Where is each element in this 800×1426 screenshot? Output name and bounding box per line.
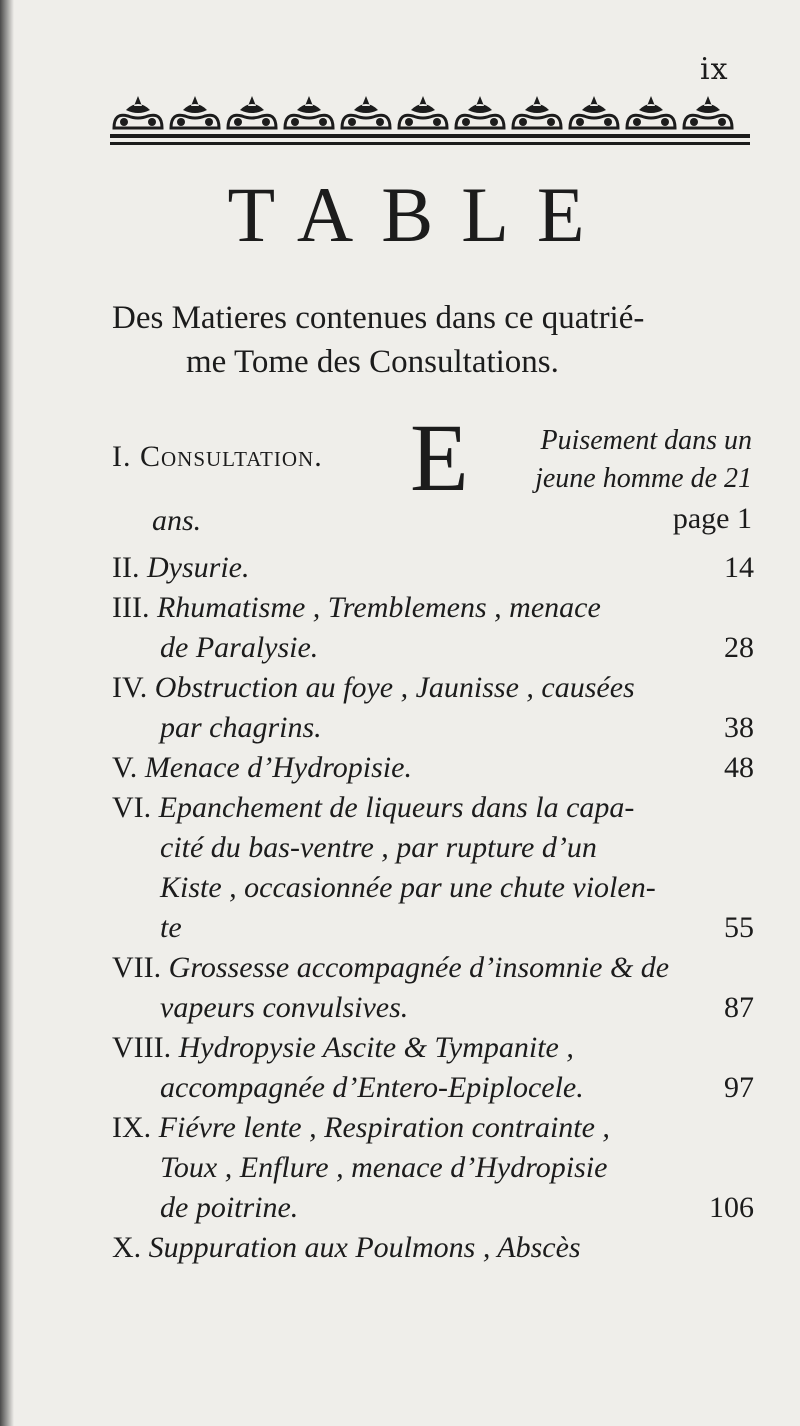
entry-text: de Paralysie. — [160, 631, 319, 664]
entry-numeral: VI. — [112, 791, 159, 824]
entry-numeral: V. — [112, 751, 145, 784]
first-entry-cont-text: ans. — [152, 504, 202, 537]
subtitle-line-1: Des Matieres contenues dans ce quatrié- — [112, 300, 645, 336]
entry-text: Menace d’Hydropisie. — [144, 751, 412, 784]
entry-text: Fiévre lente , Respiration contrainte , — [158, 1111, 610, 1144]
toc-line — [112, 1188, 754, 1228]
entry-text: Rhumatisme , Tremblemens , menace — [156, 591, 601, 624]
toc-line — [112, 948, 754, 988]
subtitle-line-2: me Tome des Consultations. — [186, 344, 559, 380]
entry-text: vapeurs convulsives. — [160, 991, 409, 1024]
entry-text: par chagrins. — [160, 711, 322, 744]
page-number: ix — [700, 52, 729, 87]
entry-page-number: 97 — [724, 1071, 754, 1104]
fleuron-ornament — [171, 96, 219, 128]
toc-line — [112, 1028, 754, 1068]
entry-text: accompagnée d’Entero-Epiplocele. — [160, 1071, 584, 1104]
entry-page-number: 38 — [724, 711, 754, 744]
entry-text: Obstruction au foye , Jaunisse , causées — [154, 671, 635, 704]
page-title: TABLE — [227, 171, 613, 258]
toc-line — [112, 708, 754, 748]
entry-page-number: 55 — [724, 911, 754, 944]
fleuron-ornament — [627, 96, 675, 128]
toc-line — [112, 1108, 754, 1148]
first-entry-line-2: jeune homme de 21 — [535, 463, 752, 494]
drop-cap: E — [410, 404, 469, 511]
fleuron-ornament — [399, 96, 447, 128]
toc-entry-first — [112, 404, 752, 511]
entry-numeral: IX. — [112, 1111, 159, 1144]
table-of-contents — [112, 548, 754, 1268]
fleuron-ornament — [456, 96, 504, 128]
toc-line — [112, 628, 754, 668]
toc-line — [112, 908, 754, 948]
entry-page-number: 106 — [709, 1191, 754, 1224]
entry-numeral: VIII. — [112, 1031, 179, 1064]
toc-line — [112, 868, 754, 908]
entry-text: te — [160, 911, 182, 944]
toc-line — [112, 988, 754, 1028]
entry-text: Hydropysie Ascite & Tympanite , — [178, 1031, 574, 1064]
entry-text: Kiste , occasionnée par une chute violen- — [160, 871, 656, 904]
entry-page-number: 48 — [724, 751, 754, 784]
entry-numeral: II. — [112, 551, 147, 584]
toc-line — [112, 1068, 754, 1108]
toc-line — [112, 588, 754, 628]
entry-page-number: 14 — [724, 551, 754, 584]
toc-line — [112, 548, 754, 588]
first-entry-line-1: Puisement dans un — [540, 425, 752, 456]
toc-line — [112, 828, 754, 868]
subtitle — [112, 296, 752, 384]
fleuron-ornament — [570, 96, 618, 128]
fleuron-ornament — [513, 96, 561, 128]
ornamental-headpiece — [110, 90, 750, 156]
entry-text: Grossesse accompagnée d’insomnie & de — [168, 951, 670, 984]
toc-line — [112, 788, 754, 828]
fleuron-ornament — [228, 96, 276, 128]
toc-line — [112, 1148, 754, 1188]
first-entry-text — [482, 422, 752, 498]
entry-numeral: IV. — [112, 671, 155, 704]
toc-line — [112, 1228, 754, 1268]
entry-numeral: III. — [112, 591, 157, 624]
entry-numeral: X. — [112, 1231, 149, 1264]
fleuron-ornament — [342, 96, 390, 128]
entry-text: Epanchement de liqueurs dans la capa- — [158, 791, 635, 824]
fleuron-ornament — [285, 96, 333, 128]
entry-numeral: VII. — [112, 951, 169, 984]
entry-text: cité du bas-ventre , par rupture d’un — [160, 831, 597, 864]
entry-text: Toux , Enflure , menace d’Hydropisie — [160, 1151, 608, 1184]
fleuron-ornament — [684, 96, 732, 128]
entry-page-number: 87 — [724, 991, 754, 1024]
entry-text: Suppuration aux Poulmons , Abscès — [148, 1231, 581, 1264]
fleuron-ornament — [114, 96, 162, 128]
consultation-label: I. Consultation. — [112, 440, 323, 473]
toc-line — [112, 668, 754, 708]
entry-text: Dysurie. — [146, 551, 250, 584]
first-entry-continuation — [152, 502, 752, 542]
first-entry-page: page 1 — [672, 502, 752, 535]
entry-page-number: 28 — [724, 631, 754, 664]
entry-text: de poitrine. — [160, 1191, 299, 1224]
toc-line — [112, 748, 754, 788]
